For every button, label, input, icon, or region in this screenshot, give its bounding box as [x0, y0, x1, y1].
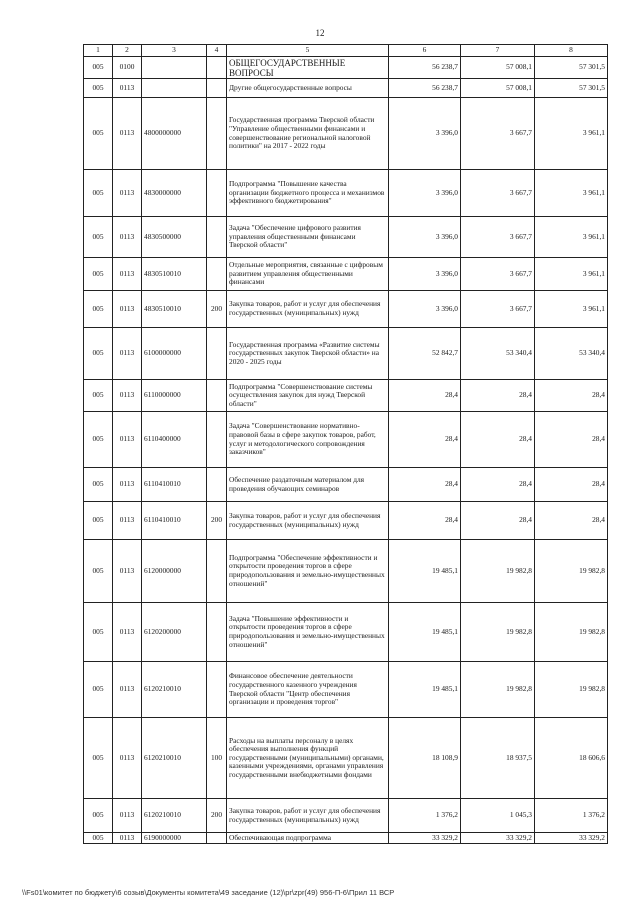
cell-amount-col8: 53 340,4 [535, 328, 608, 380]
cell-expense-type [207, 468, 227, 502]
cell-amount-col8: 33 329,2 [535, 833, 608, 844]
cell-dept-code: 005 [84, 662, 113, 718]
cell-dept-code: 005 [84, 380, 113, 412]
table-row [84, 380, 608, 412]
cell-amount-col6: 33 329,2 [389, 833, 461, 844]
column-header: 4 [207, 45, 227, 57]
cell-target-article: 4830000000 [142, 170, 207, 217]
cell-amount-col7: 33 329,2 [461, 833, 535, 844]
cell-section-code: 0113 [113, 217, 142, 258]
table-row [84, 603, 608, 662]
header-row [84, 45, 608, 57]
footer-file-path: \\Fs01\комитет по бюджету\6 созыв\Документы комитета\49 заседание (12)\pr\zpr(49) 956-П-6\Прил 11 ВСР [22, 888, 395, 897]
cell-amount-col6: 28,4 [389, 502, 461, 540]
cell-amount-col6: 52 842,7 [389, 328, 461, 380]
table-row [84, 79, 608, 98]
cell-amount-col6: 1 376,2 [389, 799, 461, 833]
cell-amount-col6: 56 238,7 [389, 57, 461, 79]
cell-target-article: 6120210010 [142, 718, 207, 799]
cell-expense-type: 200 [207, 291, 227, 328]
cell-expense-type [207, 57, 227, 79]
cell-amount-col8: 28,4 [535, 380, 608, 412]
cell-target-article: 4830510010 [142, 258, 207, 291]
cell-target-article: 6120000000 [142, 540, 207, 603]
cell-name: Закупка товаров, работ и услуг для обеспечения государственных (муниципальных) нужд [227, 799, 389, 833]
cell-amount-col6: 19 485,1 [389, 603, 461, 662]
cell-amount-col6: 19 485,1 [389, 540, 461, 603]
cell-section-code: 0113 [113, 98, 142, 170]
cell-target-article: 6120210010 [142, 662, 207, 718]
cell-target-article: 4800000000 [142, 98, 207, 170]
table-row [84, 412, 608, 468]
cell-amount-col7: 28,4 [461, 502, 535, 540]
cell-target-article: 6110000000 [142, 380, 207, 412]
cell-name: Обеспечивающая подпрограмма [227, 833, 389, 844]
table-row [84, 718, 608, 799]
cell-name: Задача "Совершенствование нормативно-правовой базы в сфере закупок товаров, работ, услуг и методологического сопровождения заказчиков" [227, 412, 389, 468]
cell-amount-col6: 3 396,0 [389, 217, 461, 258]
cell-target-article: 6110410010 [142, 502, 207, 540]
table-row [84, 540, 608, 603]
cell-section-code: 0113 [113, 833, 142, 844]
cell-name: Задача "Повышение эффективности и открытости проведения торгов в сфере природопользования и земельно-имущественных отношений" [227, 603, 389, 662]
cell-expense-type [207, 79, 227, 98]
table-row [84, 291, 608, 328]
table-row [84, 502, 608, 540]
cell-amount-col7: 57 008,1 [461, 57, 535, 79]
cell-amount-col8: 18 606,6 [535, 718, 608, 799]
cell-dept-code: 005 [84, 799, 113, 833]
cell-name: Закупка товаров, работ и услуг для обеспечения государственных (муниципальных) нужд [227, 291, 389, 328]
cell-amount-col7: 3 667,7 [461, 170, 535, 217]
column-header: 1 [84, 45, 113, 57]
cell-amount-col7: 19 982,8 [461, 662, 535, 718]
cell-name: Обеспечение раздаточным материалом для проведения обучающих семинаров [227, 468, 389, 502]
cell-amount-col6: 3 396,0 [389, 170, 461, 217]
cell-amount-col7: 19 982,8 [461, 540, 535, 603]
cell-target-article: 4830500000 [142, 217, 207, 258]
cell-expense-type [207, 833, 227, 844]
cell-amount-col8: 1 376,2 [535, 799, 608, 833]
cell-amount-col7: 28,4 [461, 412, 535, 468]
cell-amount-col6: 18 108,9 [389, 718, 461, 799]
cell-expense-type [207, 258, 227, 291]
cell-expense-type: 100 [207, 718, 227, 799]
cell-amount-col7: 3 667,7 [461, 291, 535, 328]
table-row [84, 662, 608, 718]
cell-expense-type [207, 328, 227, 380]
cell-name: Государственная программа Тверской области "Управление общественными финансами и совершенствование региональной налоговой политики" на 2017 - 2022 годы [227, 98, 389, 170]
cell-amount-col8: 3 961,1 [535, 217, 608, 258]
column-header: 8 [535, 45, 608, 57]
cell-target-article: 6110400000 [142, 412, 207, 468]
cell-dept-code: 005 [84, 258, 113, 291]
cell-amount-col7: 18 937,5 [461, 718, 535, 799]
cell-amount-col8: 3 961,1 [535, 170, 608, 217]
cell-name: Подпрограмма "Повышение качества организации бюджетного процесса и механизмов эффективного бюджетирования" [227, 170, 389, 217]
cell-section-code: 0113 [113, 662, 142, 718]
cell-section-code: 0113 [113, 412, 142, 468]
cell-amount-col7: 1 045,3 [461, 799, 535, 833]
cell-name: Финансовое обеспечение деятельности государственного казенного учреждения Тверской области "Центр обеспечения организации и проведения торгов" [227, 662, 389, 718]
cell-amount-col8: 28,4 [535, 502, 608, 540]
cell-dept-code: 005 [84, 291, 113, 328]
table-row [84, 328, 608, 380]
cell-name: Задача "Обеспечение цифрового развития управления общественными финансами Тверской области" [227, 217, 389, 258]
column-header: 5 [227, 45, 389, 57]
table-row [84, 833, 608, 844]
cell-amount-col8: 28,4 [535, 468, 608, 502]
cell-expense-type [207, 662, 227, 718]
cell-amount-col6: 3 396,0 [389, 258, 461, 291]
cell-section-code: 0113 [113, 258, 142, 291]
cell-amount-col7: 53 340,4 [461, 328, 535, 380]
cell-name: Подпрограмма "Совершенствование системы осуществления закупок для нужд Тверской области" [227, 380, 389, 412]
table-row [84, 799, 608, 833]
cell-amount-col7: 28,4 [461, 380, 535, 412]
cell-expense-type [207, 98, 227, 170]
cell-dept-code: 005 [84, 603, 113, 662]
cell-amount-col8: 19 982,8 [535, 603, 608, 662]
cell-section-code: 0113 [113, 380, 142, 412]
cell-name: Закупка товаров, работ и услуг для обеспечения государственных (муниципальных) нужд [227, 502, 389, 540]
cell-amount-col8: 57 301,5 [535, 57, 608, 79]
cell-expense-type: 200 [207, 799, 227, 833]
cell-expense-type [207, 603, 227, 662]
cell-section-code: 0113 [113, 291, 142, 328]
cell-section-code: 0113 [113, 502, 142, 540]
cell-amount-col7: 3 667,7 [461, 217, 535, 258]
cell-dept-code: 005 [84, 540, 113, 603]
cell-expense-type: 200 [207, 502, 227, 540]
budget-table [83, 44, 608, 844]
cell-amount-col6: 19 485,1 [389, 662, 461, 718]
cell-amount-col8: 19 982,8 [535, 540, 608, 603]
cell-amount-col7: 57 008,1 [461, 79, 535, 98]
cell-target-article [142, 79, 207, 98]
table-row [84, 170, 608, 217]
column-header: 6 [389, 45, 461, 57]
cell-amount-col6: 3 396,0 [389, 291, 461, 328]
table-row [84, 217, 608, 258]
cell-target-article: 6110410010 [142, 468, 207, 502]
cell-amount-col7: 3 667,7 [461, 258, 535, 291]
cell-section-code: 0113 [113, 468, 142, 502]
cell-amount-col8: 19 982,8 [535, 662, 608, 718]
cell-dept-code: 005 [84, 328, 113, 380]
cell-dept-code: 005 [84, 468, 113, 502]
cell-amount-col7: 19 982,8 [461, 603, 535, 662]
cell-dept-code: 005 [84, 170, 113, 217]
table-row [84, 258, 608, 291]
cell-amount-col8: 3 961,1 [535, 258, 608, 291]
cell-target-article: 6120210010 [142, 799, 207, 833]
cell-section-code: 0113 [113, 603, 142, 662]
table-row [84, 468, 608, 502]
cell-dept-code: 005 [84, 57, 113, 79]
cell-name: Государственная программа «Развитие системы государственных закупок Тверской области» на 2020 - 2025 годы [227, 328, 389, 380]
table-row [84, 57, 608, 79]
cell-target-article: 6190000000 [142, 833, 207, 844]
column-header: 3 [142, 45, 207, 57]
cell-amount-col7: 3 667,7 [461, 98, 535, 170]
cell-section-code: 0113 [113, 799, 142, 833]
cell-dept-code: 005 [84, 98, 113, 170]
cell-amount-col7: 28,4 [461, 468, 535, 502]
column-header: 7 [461, 45, 535, 57]
cell-section-code: 0113 [113, 718, 142, 799]
cell-section-code: 0113 [113, 170, 142, 217]
cell-amount-col6: 28,4 [389, 468, 461, 502]
cell-target-article: 6120200000 [142, 603, 207, 662]
cell-name: Расходы на выплаты персоналу в целях обеспечения выполнения функций государственными (муниципальными) органами, казенными учреждениями, органами управления государственными внебюджетными фондами [227, 718, 389, 799]
cell-section-code: 0113 [113, 540, 142, 603]
cell-section-code: 0113 [113, 79, 142, 98]
cell-amount-col6: 3 396,0 [389, 98, 461, 170]
cell-dept-code: 005 [84, 718, 113, 799]
cell-target-article: 6100000000 [142, 328, 207, 380]
column-header: 2 [113, 45, 142, 57]
cell-amount-col6: 28,4 [389, 380, 461, 412]
cell-section-code: 0100 [113, 57, 142, 79]
cell-dept-code: 005 [84, 502, 113, 540]
cell-dept-code: 005 [84, 217, 113, 258]
cell-expense-type [207, 540, 227, 603]
cell-amount-col6: 56 238,7 [389, 79, 461, 98]
cell-amount-col8: 3 961,1 [535, 98, 608, 170]
cell-name: ОБЩЕГОСУДАРСТВЕННЫЕ ВОПРОСЫ [227, 57, 389, 79]
cell-amount-col6: 28,4 [389, 412, 461, 468]
page-number: 12 [315, 28, 325, 38]
cell-section-code: 0113 [113, 328, 142, 380]
cell-dept-code: 005 [84, 79, 113, 98]
cell-amount-col8: 3 961,1 [535, 291, 608, 328]
table-row [84, 98, 608, 170]
cell-amount-col8: 28,4 [535, 412, 608, 468]
cell-name: Другие общегосударственные вопросы [227, 79, 389, 98]
cell-name: Отдельные мероприятия, связанные с цифровым развитием управления общественными финансами [227, 258, 389, 291]
cell-name: Подпрограмма "Обеспечение эффективности и открытости проведения торгов в сфере природопользования и земельно-имущественных отношений" [227, 540, 389, 603]
cell-expense-type [207, 380, 227, 412]
cell-dept-code: 005 [84, 833, 113, 844]
cell-expense-type [207, 217, 227, 258]
cell-expense-type [207, 412, 227, 468]
cell-expense-type [207, 170, 227, 217]
cell-target-article: 4830510010 [142, 291, 207, 328]
cell-amount-col8: 57 301,5 [535, 79, 608, 98]
cell-dept-code: 005 [84, 412, 113, 468]
cell-target-article [142, 57, 207, 79]
